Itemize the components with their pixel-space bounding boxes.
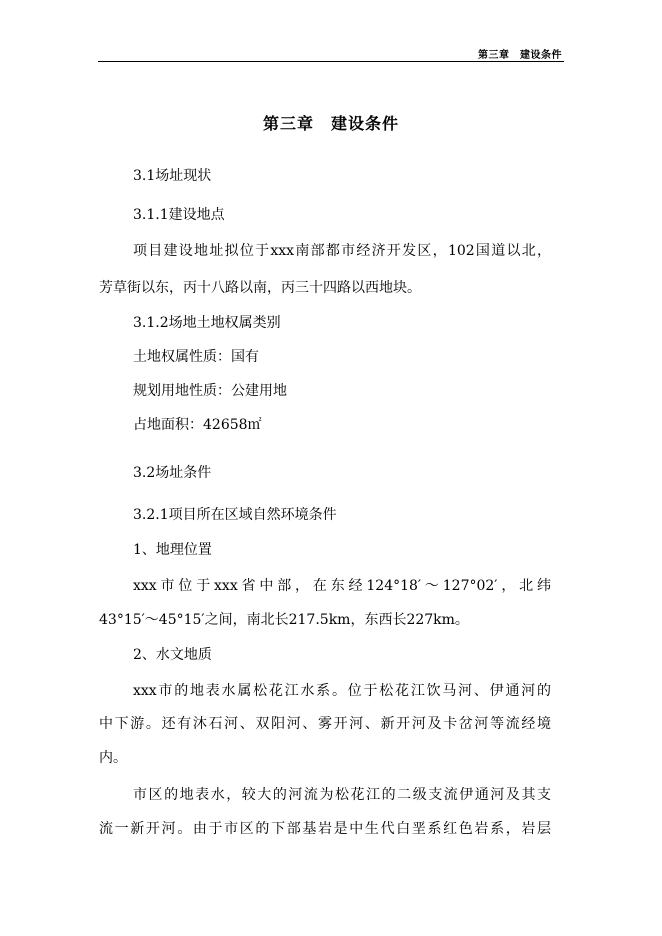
paragraph-line: 43°15′～45°15′之间，南北长217.5km，东西长227km。 [99,612,469,628]
subheading-hydrology: 2、水文地质 [133,647,212,663]
section-heading-3-1-1: 3.1.1建设地点 [133,207,225,223]
section-heading-3-1-2: 3.1.2场地土地权属类别 [133,315,281,331]
chapter-title: 第三章 建设条件 [262,114,399,133]
running-header: 第三章 建设条件 [478,50,562,61]
section-heading-3-2: 3.2场址条件 [133,465,212,481]
paragraph-line: 内。 [99,750,127,766]
paragraph-line: 项目建设地址拟位于xxx南部都市经济开发区，102国道以北， [133,243,551,259]
paragraph-line: xxx市位于xxx省中部，在东经124°18′～127°02′，北纬 [133,578,551,594]
subheading-geography: 1、地理位置 [133,542,212,558]
land-use: 规划用地性质：公建用地 [133,383,287,399]
paragraph-line: 市区的地表水，较大的河流为松花江的二级支流伊通河及其支 [133,787,551,803]
section-heading-3-1: 3.1场址现状 [133,168,212,184]
land-area: 占地面积：42658㎡ [133,417,262,433]
section-heading-3-2-1: 3.2.1项目所在区域自然环境条件 [133,507,337,523]
paragraph-line: 流一新开河。由于市区的下部基岩是中生代白垩系红色岩系，岩层 [99,821,551,837]
paragraph-line: xxx市的地表水属松花江水系。位于松花江饮马河、伊通河的 [133,683,551,699]
header-rule [98,61,564,62]
paragraph-line: 芳草街以东，丙十八路以南，丙三十四路以西地块。 [99,280,421,296]
paragraph-line: 中下游。还有沐石河、双阳河、雾开河、新开河及卡岔河等流经境 [99,716,551,732]
land-ownership: 土地权属性质：国有 [133,349,259,365]
